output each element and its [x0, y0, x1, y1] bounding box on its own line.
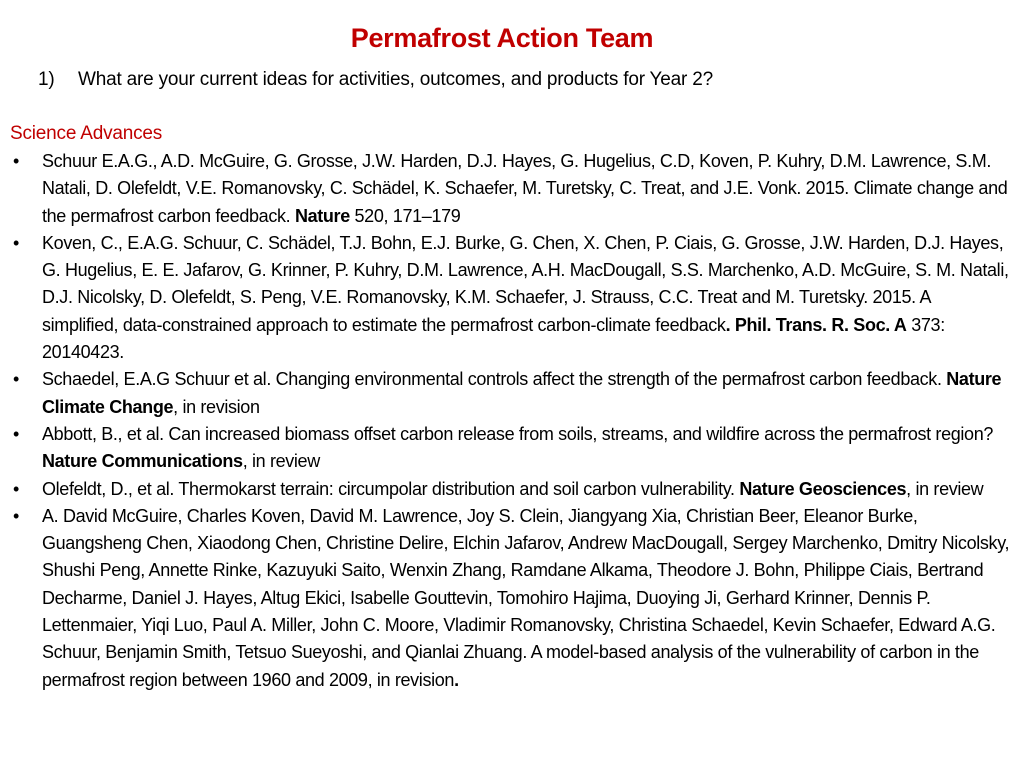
bullet-icon: •: [13, 151, 19, 171]
reference-item: [10, 230, 1010, 366]
bullet-icon: •: [13, 232, 19, 253]
reference-item: [10, 148, 1010, 230]
reference-tail: , in review: [906, 478, 984, 499]
bullet-icon: •: [13, 423, 19, 444]
reference-item: [10, 503, 1010, 694]
reference-text: Abbott, B., et al. Can increased biomass offset carbon release from soils, streams, and wildfire across the permafrost region?: [42, 423, 994, 444]
reference-text: Schaedel, E.A.G Schuur et al. Changing environmental controls affect the strength of the permafrost carbon feedback.: [42, 369, 942, 390]
page-title: Permafrost Action Team: [350, 23, 654, 53]
reference-journal: Nature Geosciences: [739, 478, 907, 499]
reference-tail: 520, 171–179: [349, 205, 461, 226]
reference-item: [10, 366, 1010, 421]
reference-text: Olefeldt, D., et al. Thermokarst terrain: circumpolar distribution and soil carbon vulnerability.: [42, 478, 735, 499]
reference-journal: Nature Climate Change: [42, 369, 1002, 417]
reference-journal: . Phil. Trans. R. Soc. A: [725, 314, 907, 335]
reference-journal: .: [454, 669, 459, 690]
reference-journal: Nature: [294, 205, 350, 226]
question-text: What are your current ideas for activities, outcomes, and products for Year 2?: [78, 69, 713, 90]
reference-text: A. David McGuire, Charles Koven, David M. Lawrence, Joy S. Clein, Jiangyang Xia, Christian Beer, Eleanor Burke, Guangsheng Chen, Xiaodong Chen, Christine Delire, Elchin Jafarov, Andrew MacDougall, Sergey Marchenko, Dmitry Nicolsky, Shushi Peng, Annette Rinke, Kazuyuki Saito, Wenxin Zhang, Ramdane Alkama, Theodore J. Bohn, Philippe Ciais, Bertrand Decharme, Daniel J. Hayes, Altug Ekici, Isabelle Gouttevin, Tomohiro Hajima, Duoying Ji, Gerhard Krinner, Dennis P. Lettenmaier, Yiqi Luo, Paul A. Miller, John C. Moore, Vladimir Romanovsky, Christina Schaedel, Kevin Schaefer, Edward A.G. Schuur, Benjamin Smith, Tetsuo Sueyoshi, and Qianlai Zhuang. A model-based analysis of the vulnerability of carbon in the permafrost region between 1960 and 2009, in revision: [42, 505, 1010, 690]
reference-tail: 373: 20140423.: [42, 314, 945, 363]
bullet-icon: •: [13, 478, 19, 499]
reference-text: Koven, C., E.A.G. Schuur, C. Schädel, T.J. Bohn, E.J. Burke, G. Chen, X. Chen, P. Ciais, G. Grosse, J.W. Harden, D.J. Hayes, G. Hugelius, E. E. Jafarov, G. Krinner, P. Kuhry, D.M. Lawrence, A.H. MacDougall, S.S. Marchenko, A.D. McGuire, S. M. Natali, D.J. Nicolsky, D. Olefeldt, S. Peng, V.E. Romanovsky, K.M. Schaefer, J. Strauss, C.C. Treat and M. Turetsky. 2015. A simplified, data-constrained approach to estimate the permafrost carbon-climate feedback: [42, 232, 1009, 335]
reference-tail: , in review: [242, 451, 320, 472]
science-advances-section: [10, 120, 1010, 694]
reference-journal: Nature Communications: [42, 451, 243, 472]
reference-item: [10, 476, 1010, 503]
question: [38, 66, 998, 94]
reference-list: [10, 148, 1010, 694]
bullet-icon: •: [13, 369, 19, 390]
question-number: 1): [38, 69, 55, 90]
reference-text: Schuur E.A.G., A.D. McGuire, G. Grosse, J.W. Harden, D.J. Hayes, G. Hugelius, C.D, Koven, P. Kuhry, D.M. Lawrence, S.M. Natali, D. Olefeldt, V.E. Romanovsky, C. Schädel, K. Schaefer, M. Turetsky, C. Treat, and J.E. Vonk. 2015. Climate change and the permafrost carbon feedback.: [42, 151, 1008, 226]
section-heading: Science Advances: [10, 123, 163, 144]
reference-tail: , in revision: [173, 396, 260, 417]
bullet-icon: •: [13, 505, 19, 526]
reference-item: [10, 421, 1010, 476]
